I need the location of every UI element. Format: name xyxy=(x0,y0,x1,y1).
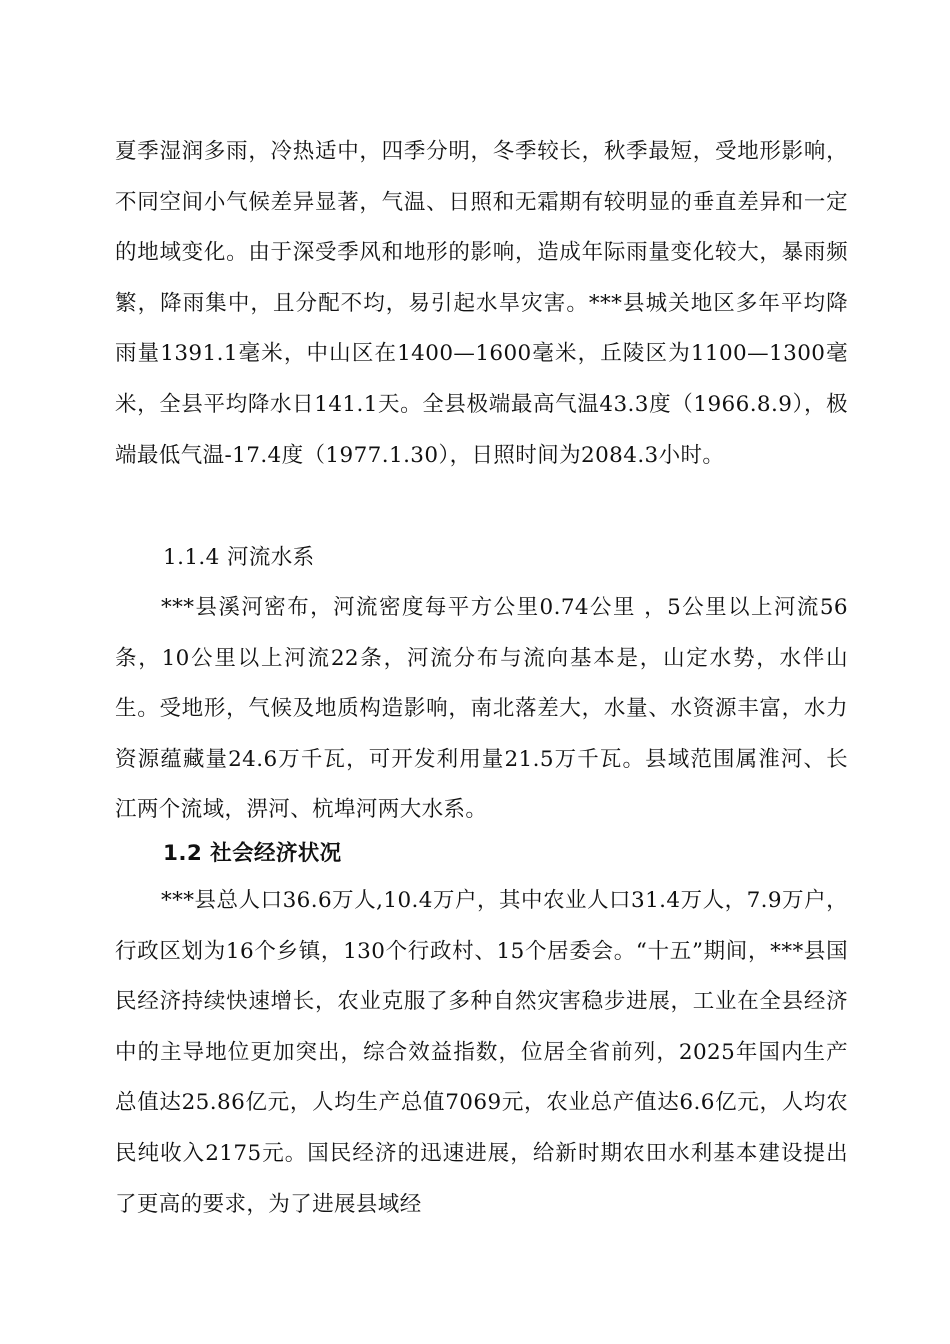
paragraph-rivers: ***县溪河密布，河流密度每平方公里0.74公里 ，5公里以上河流56条，10公里以上河流22条，河流分布与流向基本是，山定水势，水伴山生。受地形，气候及地质构造影响，南北落差大，水量、水资源丰富，水力资源蕴藏量24.6万千瓦，可开发利用量21.5万千瓦。县域范围属淮河、长江两个流域，淠河、杭埠河两大水系。 xyxy=(115,595,848,823)
paragraph-climate: 夏季湿润多雨，冷热适中，四季分明，冬季较长，秋季最短，受地形影响，不同空间小气候差异显著，气温、日照和无霜期有较明显的垂直差异和一定的地域变化。由于深受季风和地形的影响，造成年际雨量变化较大，暴雨频繁，降雨集中，且分配不均，易引起水旱灾害。***县城关地区多年平均降雨量1391.1毫米，中山区在1400—1600毫米，丘陵区为1100—1300毫米，全县平均降水日141.1天。全县极端最高气温43.3度（1966.8.9），极端最低气温-17.4度（1977.1.30），日照时间为2084.3小时。 xyxy=(115,139,848,468)
paragraph-socioeconomic: ***县总人口36.6万人,10.4万户，其中农业人口31.4万人，7.9万户，行政区划为16个乡镇，130个行政村、15个居委会。“十五”期间，***县国民经济持续快速增长，农业克服了多种自然灾害稳步进展，工业在全县经济中的主导地位更加突出，综合效益指数，位居全省前列，2025年国内生产总值达25.86亿元，人均生产总值7069元，农业总产值达6.6亿元，人均农民纯收入2175元。国民经济的迅速进展，给新时期农田水利基本建设提出了更高的要求，为了进展县域经 xyxy=(115,888,848,1217)
heading-socioeconomic: 1.2 社会经济状况 xyxy=(163,841,342,866)
heading-rivers: 1.1.4 河流水系 xyxy=(163,545,315,570)
